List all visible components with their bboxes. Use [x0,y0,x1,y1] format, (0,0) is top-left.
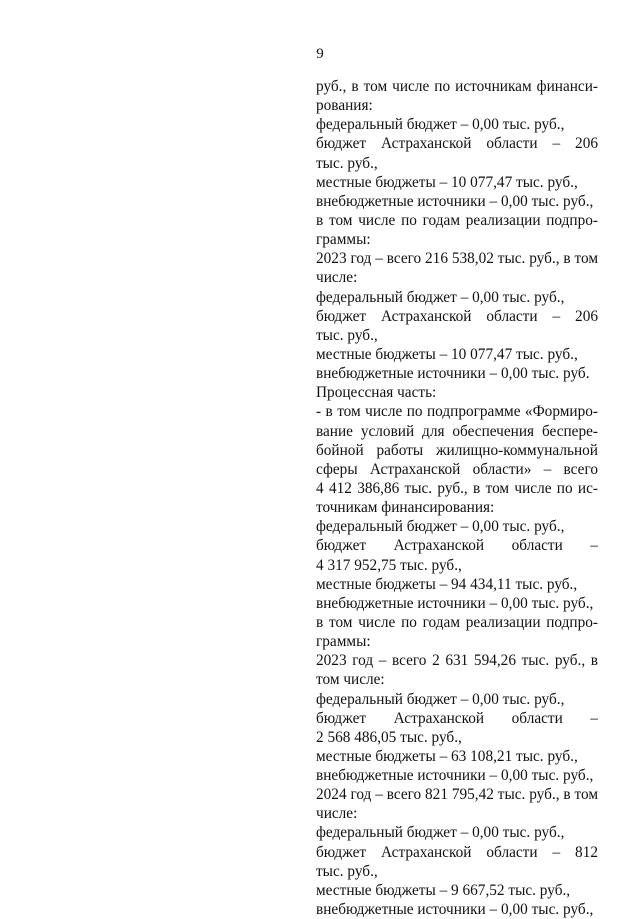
text-line: 2024 год – всего 821 795,42 тыс. руб., в том [316,786,598,804]
text-line: внебюджетные источники – 0,00 тыс. руб. [316,365,590,383]
page-number: 9 [316,46,324,62]
text-line: числе: [316,805,358,823]
text-line: федеральный бюджет – 0,00 тыс. руб., [316,518,565,536]
text-line: внебюджетные источники – 0,00 тыс. руб., [316,192,594,210]
text-line: бойной работы жилищно-коммунальной [316,441,598,459]
text-line: бюджет Астраханской области – [316,709,598,727]
text-line: сферы Астраханской области» – всего [316,460,598,478]
text-line: федеральный бюджет – 0,00 тыс. руб., [316,824,565,842]
text-line: бюджет Астраханской области – [316,537,598,555]
text-line: местные бюджеты – 10 077,47 тыс. руб., [316,345,578,363]
text-line: федеральный бюджет – 0,00 тыс. руб., [316,288,565,306]
text-line: 2023 год – всего 2 631 594,26 тыс. руб., в [316,652,598,670]
text-line: том числе: [316,671,385,689]
document-text-column [316,77,598,919]
text-line: 4 317 952,75 тыс. руб., [316,556,462,574]
text-line: вание условий для обеспечения беспере- [316,422,598,440]
text-line: точникам финансирования: [316,499,495,517]
text-line: внебюджетные источники – 0,00 тыс. руб., [316,767,594,785]
text-line: местные бюджеты – 10 077,47 тыс. руб., [316,173,578,191]
text-line: местные бюджеты – 63 108,21 тыс. руб., [316,747,578,765]
text-line: бюджет Астраханской области – 812 [316,843,598,861]
text-line: руб., в том числе по источникам финанси- [316,78,598,95]
text-line: - в том числе по подпрограмме «Формиро- [316,403,598,421]
text-line: Процессная часть: [316,384,437,402]
text-line: граммы: [316,231,371,249]
text-line: местные бюджеты – 94 434,11 тыс. руб., [316,575,578,593]
text-line: числе: [316,269,358,287]
text-line: рования: [316,97,373,115]
text-line: федеральный бюджет – 0,00 тыс. руб., [316,116,565,134]
text-line: в том числе по годам реализации подпро- [316,211,598,229]
text-line: 2023 год – всего 216 538,02 тыс. руб., в том [316,250,598,268]
text-line: внебюджетные источники – 0,00 тыс. руб., [316,901,594,919]
text-line: 2 568 486,05 тыс. руб., [316,728,462,746]
text-line: тыс. руб., [316,862,378,880]
text-line: местные бюджеты – 9 667,52 тыс. руб., [316,881,571,899]
text-line: федеральный бюджет – 0,00 тыс. руб., [316,690,565,708]
text-line: тыс. руб., [316,326,378,344]
text-line: бюджет Астраханской области – 206 [316,307,598,325]
text-line: внебюджетные источники – 0,00 тыс. руб., [316,594,594,612]
text-line: бюджет Астраханской области – 206 [316,135,598,153]
text-line: граммы: [316,633,371,651]
text-line: 4 412 386,86 тыс. руб., в том числе по ис- [316,479,598,497]
text-line: тыс. руб., [316,154,378,172]
text-line: в том числе по годам реализации подпро- [316,613,598,631]
